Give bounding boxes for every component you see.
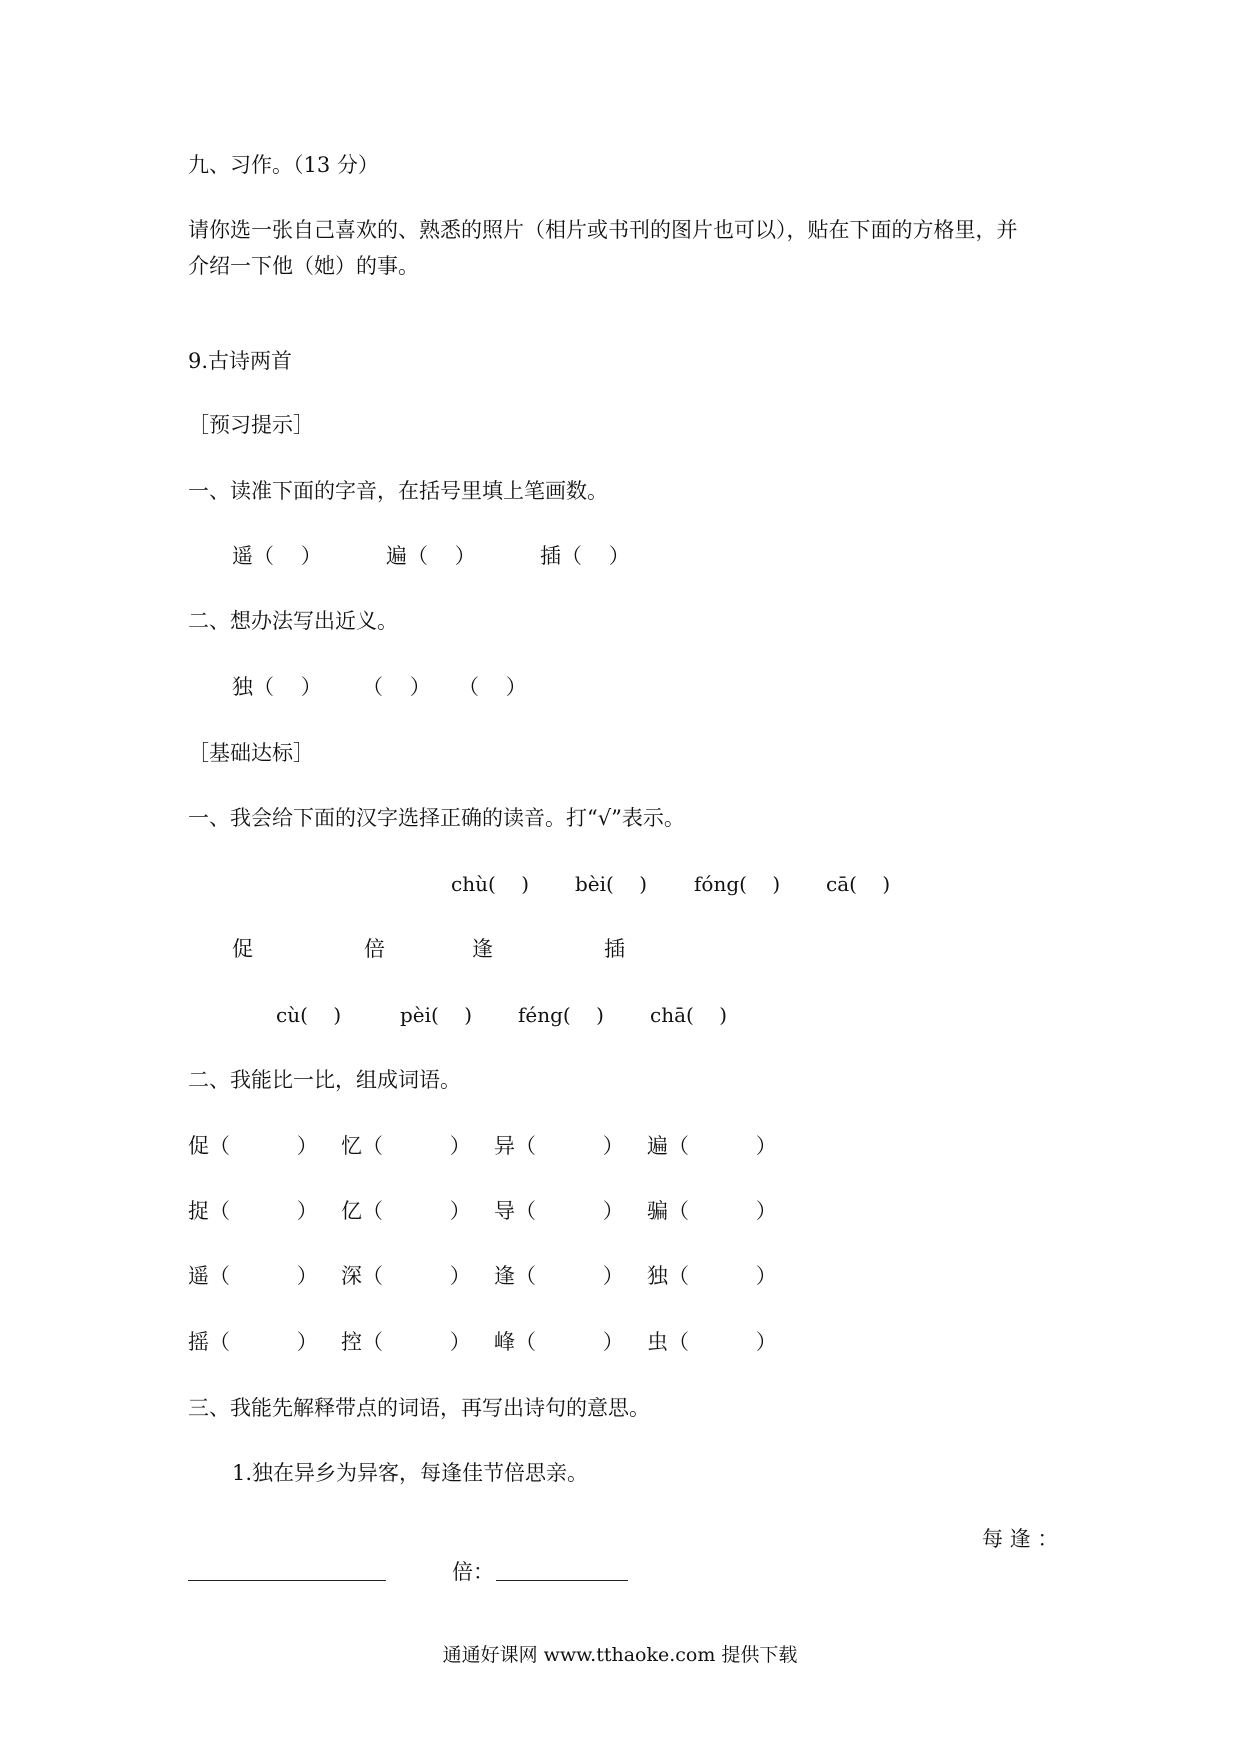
basic-label: ［基础达标］ [188, 741, 314, 765]
word-item: 促（ ） [188, 1134, 318, 1158]
word-item: 逢（ ） [494, 1264, 624, 1288]
word-item: 骗（ ） [647, 1199, 777, 1223]
word-item: 异（ ） [494, 1134, 624, 1158]
word-item: 遥（ ） [188, 1264, 318, 1288]
word-item: 亿（ ） [341, 1199, 471, 1223]
section-9-title: 九、习作。（13 分） [188, 153, 379, 177]
pinyin-option: fóng( ) [694, 872, 781, 896]
preview-q2-item: 独（ ） [232, 675, 322, 699]
word-item: 虫（ ） [647, 1330, 777, 1354]
label-meifeng: 每 逢 ： [982, 1527, 1059, 1551]
word-item: 忆（ ） [341, 1134, 471, 1158]
lesson-title: 9.古诗两首 [188, 349, 293, 373]
word-item: 摇（ ） [188, 1330, 318, 1354]
pinyin-option: cù( ) [276, 1003, 342, 1027]
pinyin-option: cā( ) [826, 872, 891, 896]
label-bei: 倍： [452, 1560, 494, 1584]
basic-q1-title: 一、我会给下面的汉字选择正确的读音。打“√”表示。 [188, 806, 685, 830]
hanzi-char: 插 [604, 937, 625, 961]
word-item: 独（ ） [647, 1264, 777, 1288]
basic-q2-title: 二、我能比一比，组成词语。 [188, 1068, 461, 1092]
preview-label: ［预习提示］ [188, 413, 314, 437]
preview-q1-item: 遍（ ） [386, 544, 476, 568]
word-item: 深（ ） [341, 1264, 471, 1288]
basic-q3-title: 三、我能先解释带点的词语，再写出诗句的意思。 [188, 1396, 650, 1420]
preview-q2-item: （ ） [458, 675, 527, 699]
answer-line-meifeng[interactable] [188, 1580, 386, 1581]
answer-line-bei[interactable] [496, 1580, 628, 1581]
hanzi-char: 逢 [472, 937, 493, 961]
pinyin-option: pèi( ) [400, 1003, 473, 1027]
preview-q2-item: （ ） [362, 675, 431, 699]
word-item: 遍（ ） [647, 1134, 777, 1158]
preview-q1-title: 一、读准下面的字音，在括号里填上笔画数。 [188, 479, 608, 503]
pinyin-option: bèi( ) [575, 872, 648, 896]
hanzi-char: 促 [232, 937, 253, 961]
preview-q1-item: 插（ ） [540, 544, 630, 568]
section-9-text-line-1: 请你选一张自己喜欢的、熟悉的照片（相片或书刊的图片也可以），贴在下面的方格里，并 [188, 218, 1018, 242]
poem-line: 1.独在异乡为异客，每逢佳节倍思亲。 [232, 1461, 589, 1485]
preview-q1-item: 遥（ ） [232, 544, 322, 568]
preview-q2-title: 二、想办法写出近义。 [188, 609, 398, 633]
hanzi-char: 倍 [364, 937, 385, 961]
word-item: 导（ ） [494, 1199, 624, 1223]
pinyin-option: chù( ) [451, 872, 529, 896]
pinyin-option: chā( ) [650, 1003, 728, 1027]
section-9-text-line-2: 介绍一下他（她）的事。 [188, 254, 419, 278]
word-item: 峰（ ） [494, 1330, 624, 1354]
footer-text: 通通好课网 www.tthaoke.com 提供下载 [442, 1644, 798, 1666]
word-item: 控（ ） [341, 1330, 471, 1354]
word-item: 捉（ ） [188, 1199, 318, 1223]
pinyin-option: féng( ) [518, 1003, 604, 1027]
